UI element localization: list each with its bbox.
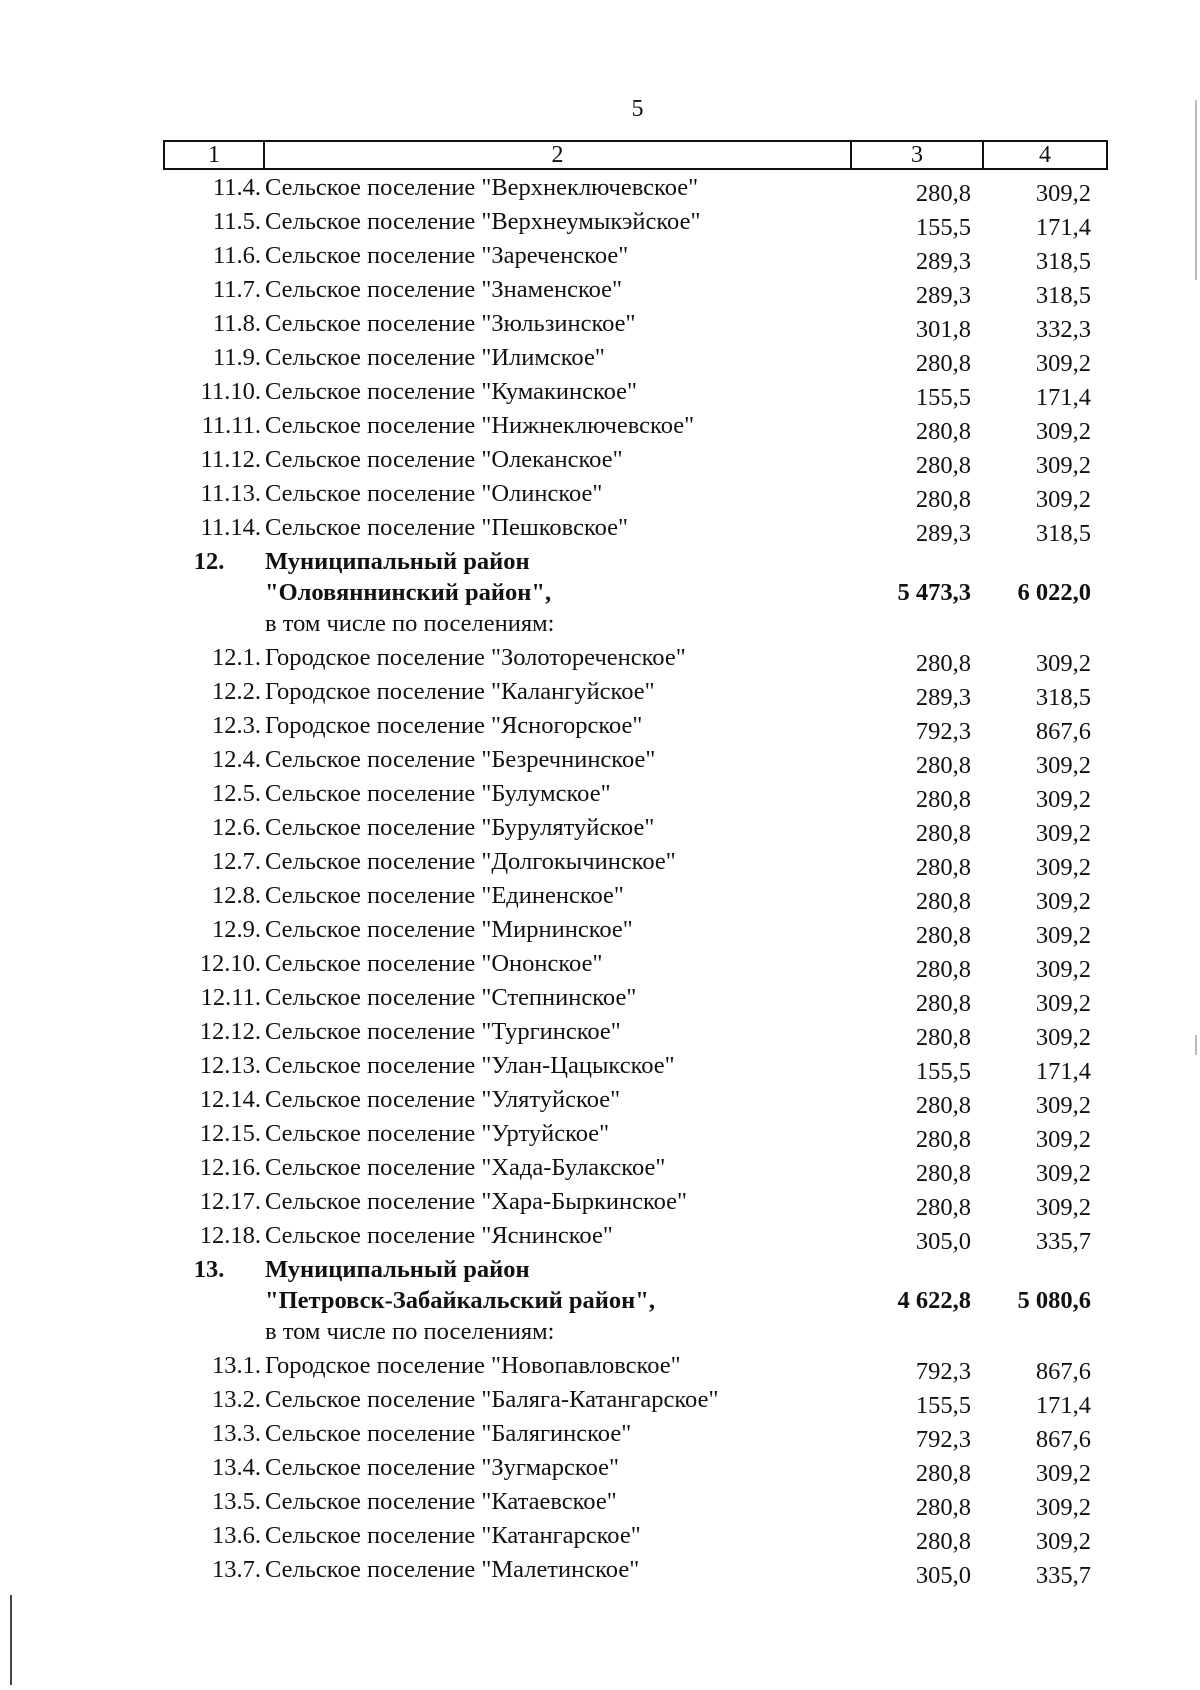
row-number: 12.6. — [212, 814, 261, 841]
row-value-col4: 309,2 — [1035, 1494, 1091, 1521]
row-value-col3: 289,3 — [915, 248, 971, 275]
row-name: Сельское поселение "Улан-Цацыкское" — [265, 1052, 675, 1079]
row-name: Сельское поселение "Нижнеключевское" — [265, 412, 695, 439]
row-name: Сельское поселение "Яснинское" — [265, 1222, 613, 1249]
row-value-col4: 309,2 — [1035, 1126, 1091, 1153]
row-value-col4: 309,2 — [1035, 1460, 1091, 1487]
row-name: Сельское поселение "Кумакинское" — [265, 378, 638, 405]
row-value-col4: 867,6 — [1035, 1358, 1091, 1385]
row-name: Сельское поселение "Знаменское" — [265, 276, 623, 303]
table-row — [163, 1016, 1123, 1050]
row-value-col4: 171,4 — [1035, 1392, 1091, 1419]
row-value-col3: 289,3 — [915, 684, 971, 711]
row-name: Сельское поселение "Верхнеумыкэйское" — [265, 208, 701, 235]
row-number: 11.12. — [200, 446, 261, 473]
table-group-row — [163, 1254, 1123, 1350]
row-number: 12.15. — [199, 1120, 261, 1147]
row-value-col4: 867,6 — [1035, 1426, 1091, 1453]
row-value-col4: 309,2 — [1035, 956, 1091, 983]
row-number: 11.10. — [200, 378, 261, 405]
row-value-col4: 309,2 — [1035, 650, 1091, 677]
table-group-row — [163, 546, 1123, 642]
row-name: Сельское поселение "Ононское" — [265, 950, 603, 977]
table-row — [163, 1084, 1123, 1118]
table-row — [163, 376, 1123, 410]
table-row — [163, 778, 1123, 812]
group-title-line1: Муниципальный район — [265, 548, 530, 575]
row-value-col4: 309,2 — [1035, 418, 1091, 445]
table-row — [163, 846, 1123, 880]
row-number: 13.4. — [212, 1454, 261, 1481]
row-value-col4: 309,2 — [1035, 922, 1091, 949]
row-number: 12.12. — [199, 1018, 261, 1045]
table-row — [163, 1486, 1123, 1520]
table-row — [163, 710, 1123, 744]
table-row — [163, 744, 1123, 778]
row-value-col3: 280,8 — [915, 418, 971, 445]
row-name: Сельское поселение "Единенское" — [265, 882, 624, 909]
row-value-col3: 280,8 — [915, 1528, 971, 1555]
group-value-col4: 5 080,6 — [1017, 1287, 1091, 1314]
row-value-col3: 155,5 — [915, 384, 971, 411]
row-value-col4: 318,5 — [1035, 282, 1091, 309]
row-value-col3: 280,8 — [915, 486, 971, 513]
table-row — [163, 1220, 1123, 1254]
row-value-col3: 289,3 — [915, 520, 971, 547]
row-name: Сельское поселение "Безречнинское" — [265, 746, 656, 773]
row-value-col4: 318,5 — [1035, 520, 1091, 547]
row-name: Сельское поселение "Малетинское" — [265, 1556, 640, 1583]
row-name: Сельское поселение "Зюльзинское" — [265, 310, 636, 337]
row-name: Сельское поселение "Балягинское" — [265, 1420, 632, 1447]
table-body — [163, 172, 1123, 1588]
row-value-col3: 280,8 — [915, 786, 971, 813]
row-value-col4: 309,2 — [1035, 350, 1091, 377]
row-number: 11.6. — [212, 242, 261, 269]
table-row — [163, 1452, 1123, 1486]
row-name: Сельское поселение "Мирнинское" — [265, 916, 633, 943]
row-value-col3: 280,8 — [915, 1194, 971, 1221]
table-row — [163, 512, 1123, 546]
row-value-col3: 280,8 — [915, 956, 971, 983]
row-name: Сельское поселение "Степнинское" — [265, 984, 637, 1011]
row-value-col3: 280,8 — [915, 1160, 971, 1187]
row-number: 11.8. — [212, 310, 261, 337]
row-name: Сельское поселение "Верхнеключевское" — [265, 174, 699, 201]
row-value-col4: 309,2 — [1035, 1528, 1091, 1555]
row-number: 11.14. — [200, 514, 261, 541]
table-row — [163, 1384, 1123, 1418]
row-value-col4: 309,2 — [1035, 1194, 1091, 1221]
table-row — [163, 1152, 1123, 1186]
row-number: 12.9. — [212, 916, 261, 943]
scan-edge-left — [10, 1595, 12, 1685]
row-value-col3: 280,8 — [915, 1494, 971, 1521]
row-number: 12.4. — [212, 746, 261, 773]
table-row — [163, 1418, 1123, 1452]
row-value-col3: 280,8 — [915, 452, 971, 479]
row-number: 12.14. — [199, 1086, 261, 1113]
table-row — [163, 444, 1123, 478]
row-value-col3: 289,3 — [915, 282, 971, 309]
table-row — [163, 880, 1123, 914]
header-col-4: 4 — [1039, 142, 1051, 168]
row-number: 12.10. — [199, 950, 261, 977]
table-row — [163, 410, 1123, 444]
row-value-col4: 309,2 — [1035, 854, 1091, 881]
row-name: Сельское поселение "Илимское" — [265, 344, 605, 371]
row-value-col4: 309,2 — [1035, 486, 1091, 513]
row-value-col4: 309,2 — [1035, 180, 1091, 207]
row-value-col4: 335,7 — [1035, 1562, 1091, 1589]
table-row — [163, 1118, 1123, 1152]
row-number: 13.5. — [212, 1488, 261, 1515]
row-value-col3: 280,8 — [915, 180, 971, 207]
row-number: 12.2. — [212, 678, 261, 705]
row-value-col3: 280,8 — [915, 1126, 971, 1153]
group-number: 12. — [193, 548, 225, 575]
row-value-col3: 301,8 — [915, 316, 971, 343]
row-name: Городское поселение "Новопавловское" — [265, 1352, 681, 1379]
group-value-col3: 4 622,8 — [897, 1287, 971, 1314]
group-number: 13. — [193, 1256, 225, 1283]
table-row — [163, 812, 1123, 846]
row-value-col4: 318,5 — [1035, 248, 1091, 275]
row-value-col3: 280,8 — [915, 820, 971, 847]
row-value-col4: 171,4 — [1035, 384, 1091, 411]
row-value-col3: 280,8 — [915, 854, 971, 881]
row-value-col4: 318,5 — [1035, 684, 1091, 711]
row-name: Сельское поселение "Пешковское" — [265, 514, 629, 541]
row-value-col3: 280,8 — [915, 888, 971, 915]
table-row — [163, 982, 1123, 1016]
row-number: 12.17. — [199, 1188, 261, 1215]
table-row — [163, 642, 1123, 676]
table-row — [163, 342, 1123, 376]
row-value-col4: 309,2 — [1035, 452, 1091, 479]
row-value-col3: 280,8 — [915, 1460, 971, 1487]
row-value-col3: 280,8 — [915, 650, 971, 677]
row-value-col4: 309,2 — [1035, 820, 1091, 847]
row-number: 12.16. — [199, 1154, 261, 1181]
row-name: Сельское поселение "Зугмарское" — [265, 1454, 620, 1481]
row-name: Сельское поселение "Хара-Быркинское" — [265, 1188, 688, 1215]
row-number: 13.7. — [212, 1556, 261, 1583]
row-number: 11.13. — [200, 480, 261, 507]
row-number: 13.3. — [212, 1420, 261, 1447]
header-col-3: 3 — [852, 142, 984, 168]
page-number: 5 — [631, 96, 644, 122]
row-value-col3: 280,8 — [915, 350, 971, 377]
row-number: 11.9. — [212, 344, 261, 371]
header-col-1: 1 — [165, 142, 265, 168]
table-row — [163, 172, 1123, 206]
row-value-col3: 305,0 — [915, 1228, 971, 1255]
row-value-col4: 309,2 — [1035, 990, 1091, 1017]
row-value-col4: 332,3 — [1035, 316, 1091, 343]
row-value-col3: 792,3 — [915, 718, 971, 745]
table-row — [163, 1554, 1123, 1588]
row-value-col3: 155,5 — [915, 1392, 971, 1419]
table-row — [163, 948, 1123, 982]
table-row — [163, 1350, 1123, 1384]
row-value-col3: 280,8 — [915, 1092, 971, 1119]
row-name: Сельское поселение "Тургинское" — [265, 1018, 621, 1045]
row-number: 12.1. — [212, 644, 261, 671]
row-name: Сельское поселение "Зареченское" — [265, 242, 629, 269]
table-row — [163, 308, 1123, 342]
row-name: Городское поселение "Калангуйское" — [265, 678, 655, 705]
row-name: Сельское поселение "Улятуйское" — [265, 1086, 621, 1113]
table-row — [163, 274, 1123, 308]
group-title-line1: Муниципальный район — [265, 1256, 530, 1283]
scan-edge-right-mark — [1195, 1035, 1197, 1055]
group-value-col3: 5 473,3 — [897, 579, 971, 606]
row-value-col3: 792,3 — [915, 1426, 971, 1453]
table-row — [163, 676, 1123, 710]
row-number: 13.6. — [212, 1522, 261, 1549]
row-value-col4: 171,4 — [1035, 1058, 1091, 1085]
row-name: Сельское поселение "Баляга-Катангарское" — [265, 1386, 719, 1413]
row-name: Городское поселение "Ясногорское" — [265, 712, 643, 739]
table-row — [163, 1520, 1123, 1554]
row-number: 12.5. — [212, 780, 261, 807]
scan-edge-right — [1195, 100, 1197, 280]
row-number: 12.18. — [199, 1222, 261, 1249]
row-number: 13.1. — [212, 1352, 261, 1379]
row-name: Сельское поселение "Олеканское" — [265, 446, 623, 473]
group-subtitle: в том числе по поселениям: — [265, 1318, 555, 1345]
group-value-col4: 6 022,0 — [1017, 579, 1091, 606]
row-value-col3: 280,8 — [915, 990, 971, 1017]
group-title-line2: "Оловяннинский район", — [265, 579, 552, 606]
row-value-col4: 309,2 — [1035, 786, 1091, 813]
row-value-col4: 309,2 — [1035, 1024, 1091, 1051]
row-number: 12.11. — [200, 984, 261, 1011]
row-name: Сельское поселение "Бурулятуйское" — [265, 814, 655, 841]
table-row — [163, 914, 1123, 948]
header-col-2: 2 — [265, 142, 852, 168]
row-number: 11.7. — [212, 276, 261, 303]
row-name: Сельское поселение "Олинское" — [265, 480, 603, 507]
row-name: Сельское поселение "Катангарское" — [265, 1522, 641, 1549]
row-name: Сельское поселение "Уртуйское" — [265, 1120, 610, 1147]
row-value-col4: 309,2 — [1035, 888, 1091, 915]
row-value-col4: 309,2 — [1035, 1092, 1091, 1119]
row-number: 11.5. — [212, 208, 261, 235]
table-row — [163, 478, 1123, 512]
row-value-col3: 155,5 — [915, 214, 971, 241]
row-value-col4: 171,4 — [1035, 214, 1091, 241]
row-name: Городское поселение "Золотореченское" — [265, 644, 686, 671]
row-number: 12.7. — [212, 848, 261, 875]
table-row — [163, 240, 1123, 274]
row-name: Сельское поселение "Хада-Булакское" — [265, 1154, 666, 1181]
row-value-col3: 280,8 — [915, 1024, 971, 1051]
table-row — [163, 1186, 1123, 1220]
row-value-col3: 305,0 — [915, 1562, 971, 1589]
row-value-col3: 280,8 — [915, 922, 971, 949]
group-title-line2: "Петровск-Забайкальский район", — [265, 1287, 655, 1314]
row-name: Сельское поселение "Долгокычинское" — [265, 848, 676, 875]
row-number: 11.4. — [212, 174, 261, 201]
table-row — [163, 1050, 1123, 1084]
row-value-col4: 309,2 — [1035, 1160, 1091, 1187]
row-number: 12.13. — [199, 1052, 261, 1079]
row-value-col4: 867,6 — [1035, 718, 1091, 745]
row-number: 11.11. — [201, 412, 261, 439]
row-number: 12.8. — [212, 882, 261, 909]
row-name: Сельское поселение "Булумское" — [265, 780, 611, 807]
group-subtitle: в том числе по поселениям: — [265, 610, 555, 637]
row-name: Сельское поселение "Катаевское" — [265, 1488, 617, 1515]
row-number: 13.2. — [212, 1386, 261, 1413]
row-value-col3: 792,3 — [915, 1358, 971, 1385]
row-value-col4: 335,7 — [1035, 1228, 1091, 1255]
row-value-col3: 280,8 — [915, 752, 971, 779]
row-value-col3: 155,5 — [915, 1058, 971, 1085]
table-row — [163, 206, 1123, 240]
table-header — [163, 140, 1108, 170]
row-value-col4: 309,2 — [1035, 752, 1091, 779]
row-number: 12.3. — [212, 712, 261, 739]
